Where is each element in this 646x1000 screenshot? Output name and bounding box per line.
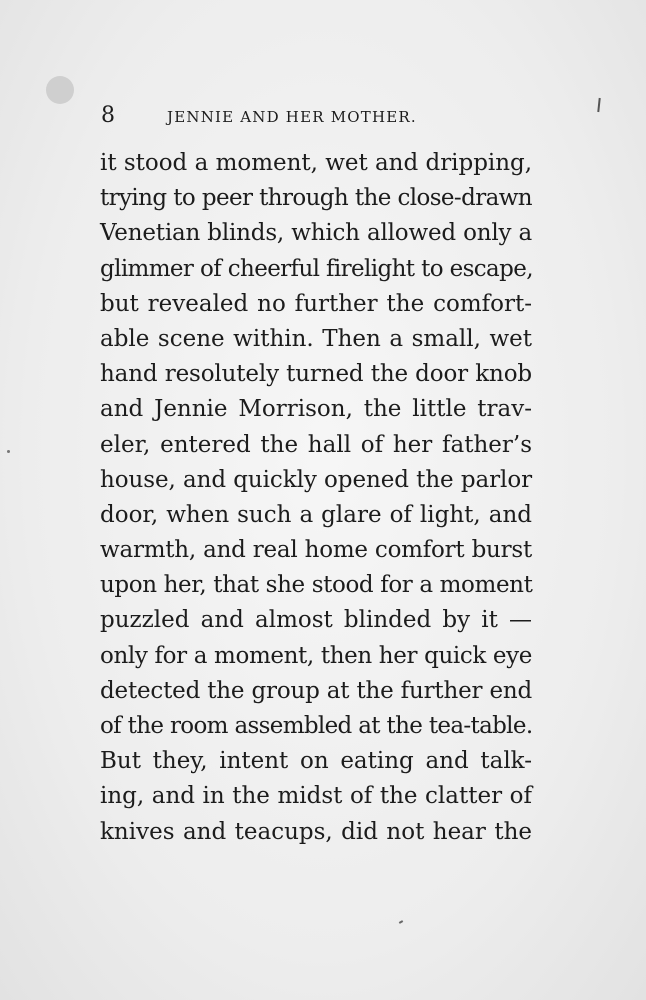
text-line: house, and quickly opened the parlor [100,466,532,493]
text-line: only for a moment, then her quick eye [100,642,532,669]
text-line: upon her, that she stood for a moment [100,572,533,599]
running-head: JENNIE AND HER MOTHER. [167,108,417,126]
text-line: able scene within. Then a small, wet [100,325,532,352]
text-line: But they, intent on eating and talk- [100,748,532,775]
text-line: door, when such a glare of light, and [100,501,532,528]
text-line: Venetian blinds, which allowed only a [100,220,532,247]
text-line: warmth, and real home comfort burst [100,537,532,564]
text-line: but revealed no further the comfort- [100,290,532,317]
body-text [100,146,532,850]
text-line: ing, and in the midst of the clatter of [100,783,532,810]
text-line: detected the group at the further end [100,677,533,704]
text-line: knives and teacups, did not hear the [100,818,532,845]
text-line: hand resolutely turned the door knob [100,361,532,388]
ink-speck [399,920,403,924]
text-line: eler, entered the hall of her father’s [100,431,532,458]
text-line: it stood a moment, wet and dripping, [100,150,532,176]
paper-stain [46,76,74,104]
text-line: puzzled and almost blinded by it — [100,607,532,634]
margin-mark [597,98,600,112]
margin-speck [7,450,10,453]
text-line: and Jennie Morrison, the little trav- [100,396,532,423]
page-number: 8 [101,103,115,128]
page-header [101,104,531,128]
text-line: of the room assembled at the tea-table. [100,713,533,739]
text-line: glimmer of cheerful firelight to escape, [100,255,533,282]
text-line: trying to peer through the close-drawn [100,185,532,212]
